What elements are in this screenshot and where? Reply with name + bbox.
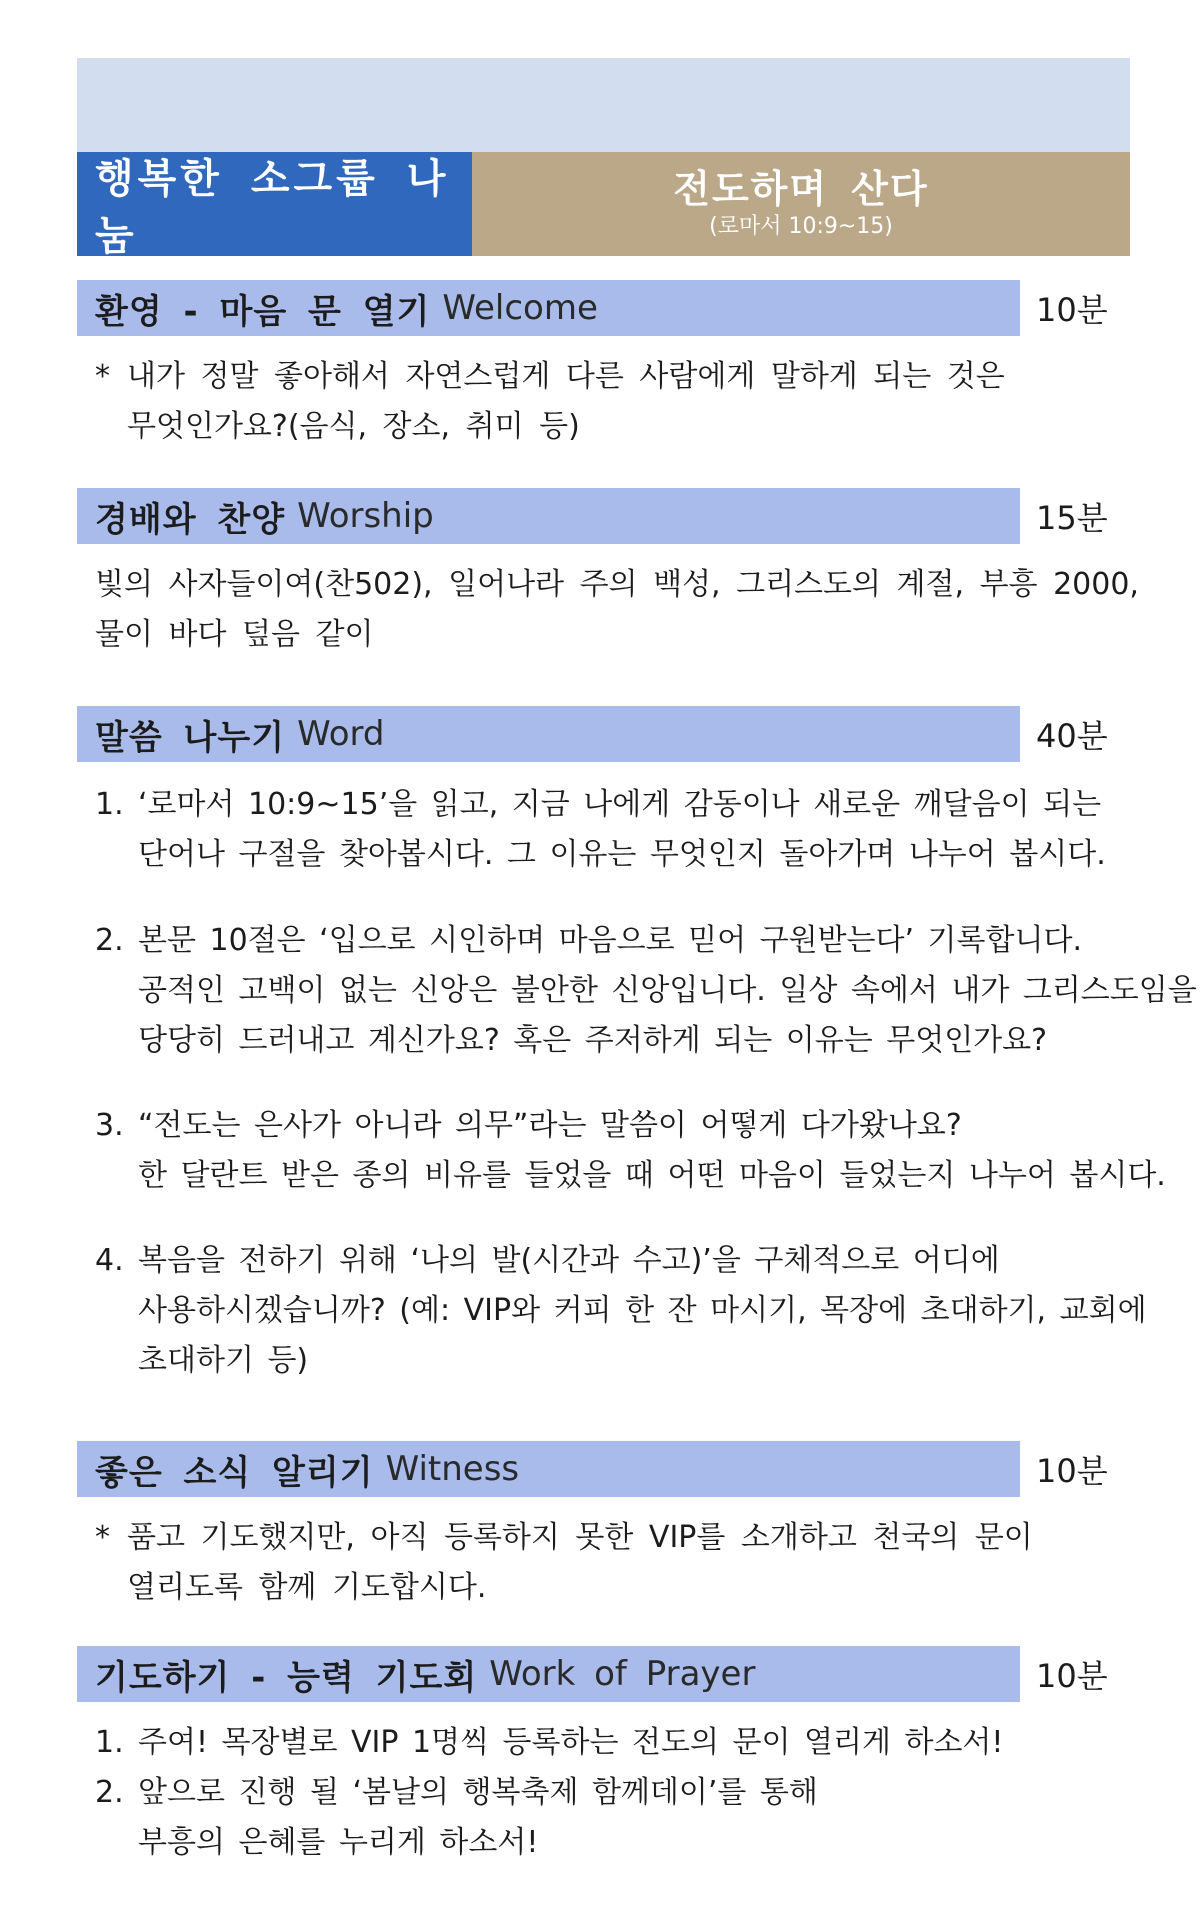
section-title-en: Work of Prayer	[489, 1654, 756, 1694]
sermon-box	[472, 152, 1130, 256]
section-time-witness: 10분	[1036, 1452, 1108, 1490]
section-time-word: 40분	[1036, 717, 1108, 755]
text-line: 당당히 드러내고 계신가요? 혹은 주저하게 되는 이유는 무엇인가요?	[138, 1023, 1048, 1058]
worship-songs	[95, 560, 1139, 660]
bullet-asterisk: *	[95, 1520, 110, 1555]
section-bar-worship	[77, 488, 1020, 544]
section-title-en: Worship	[297, 496, 434, 536]
group-title: 행복한 소그룹 나눔	[77, 152, 472, 256]
text-line: 주여! 목장별로 VIP 1명씩 등록하는 전도의 문이 열리게 하소서!	[138, 1725, 1004, 1760]
section-bar-prayer	[77, 1646, 1020, 1702]
text-line: 공적인 고백이 없는 신앙은 불안한 신앙입니다. 일상 속에서 내가 그리스도임을	[138, 973, 1197, 1008]
text-line: 초대하기 등)	[138, 1343, 309, 1378]
text-line: 복음을 전하기 위해 ‘나의 발(시간과 수고)’을 구체적으로 어디에	[138, 1243, 1000, 1278]
section-time-welcome: 10분	[1036, 291, 1108, 329]
section-bar-welcome	[77, 280, 1020, 336]
word-question-2	[95, 916, 1197, 1066]
word-question-3	[95, 1101, 1166, 1201]
text-line: ‘로마서 10:9~15’을 읽고, 지금 나에게 감동이나 새로운 깨달음이 되는	[138, 787, 1102, 822]
text-line: 열리도록 함께 기도합시다.	[127, 1570, 487, 1605]
section-title-en: Witness	[385, 1449, 520, 1489]
sermon-reference: (로마서 10:9~15)	[709, 214, 893, 239]
section-title-ko: 환영 - 마음 문 열기	[95, 291, 431, 332]
section-title-ko: 기도하기 - 능력 기도회	[95, 1657, 478, 1698]
text-line: 사용하시겠습니까? (예: VIP와 커피 한 잔 마시기, 목장에 초대하기, 교회에	[138, 1293, 1147, 1328]
section-bar-word	[77, 706, 1020, 762]
section-title-en: Word	[297, 714, 385, 754]
text-line: “전도는 은사가 아니라 의무”라는 말씀이 어떻게 다가왔나요?	[138, 1108, 962, 1143]
section-time-worship: 15분	[1036, 499, 1108, 537]
item-number: 2.	[95, 923, 124, 958]
welcome-question	[95, 352, 1115, 452]
section-time-prayer: 10분	[1036, 1657, 1108, 1695]
text-line: 물이 바다 덮음 같이	[95, 617, 374, 652]
section-title-en: Welcome	[442, 288, 598, 328]
section-bar-witness	[77, 1441, 1020, 1497]
text-line: 품고 기도했지만, 아직 등록하지 못한 VIP를 소개하고 천국의 문이	[127, 1520, 1033, 1555]
witness-text	[95, 1513, 1115, 1613]
item-number: 1.	[95, 1725, 124, 1760]
text-line: 빛의 사자들이여(찬502), 일어나라 주의 백성, 그리스도의 계절, 부흥 2000,	[95, 567, 1139, 602]
text-line: 한 달란트 받은 종의 비유를 들었을 때 어떤 마음이 들었는지 나누어 봅시다.	[138, 1158, 1166, 1193]
text-line: 본문 10절은 ‘입으로 시인하며 마음으로 믿어 구원받는다’ 기록합니다.	[138, 923, 1082, 958]
item-number: 1.	[95, 787, 124, 822]
prayer-item-1	[95, 1718, 1115, 1768]
bullet-asterisk: *	[95, 359, 110, 394]
item-number: 4.	[95, 1243, 124, 1278]
item-number: 3.	[95, 1108, 124, 1143]
section-title-ko: 경배와 찬양	[95, 499, 286, 540]
section-title-ko: 말씀 나누기	[95, 717, 286, 758]
section-title-ko: 좋은 소식 알리기	[95, 1452, 374, 1493]
text-line: 부흥의 은혜를 누리게 하소서!	[138, 1825, 539, 1860]
word-question-4	[95, 1236, 1147, 1386]
header-band	[77, 58, 1130, 152]
text-line: 무엇인가요?(음식, 장소, 취미 등)	[127, 409, 580, 444]
sermon-title: 전도하며 산다	[673, 167, 929, 211]
text-line: 단어나 구절을 찾아봅시다. 그 이유는 무엇인지 돌아가며 나누어 봅시다.	[138, 837, 1106, 872]
prayer-item-2	[95, 1768, 1115, 1868]
text-line: 내가 정말 좋아해서 자연스럽게 다른 사람에게 말하게 되는 것은	[127, 359, 1005, 394]
word-question-1	[95, 780, 1115, 880]
item-number: 2.	[95, 1775, 124, 1810]
text-line: 앞으로 진행 될 ‘봄날의 행복축제 함께데이’를 통해	[138, 1775, 818, 1810]
